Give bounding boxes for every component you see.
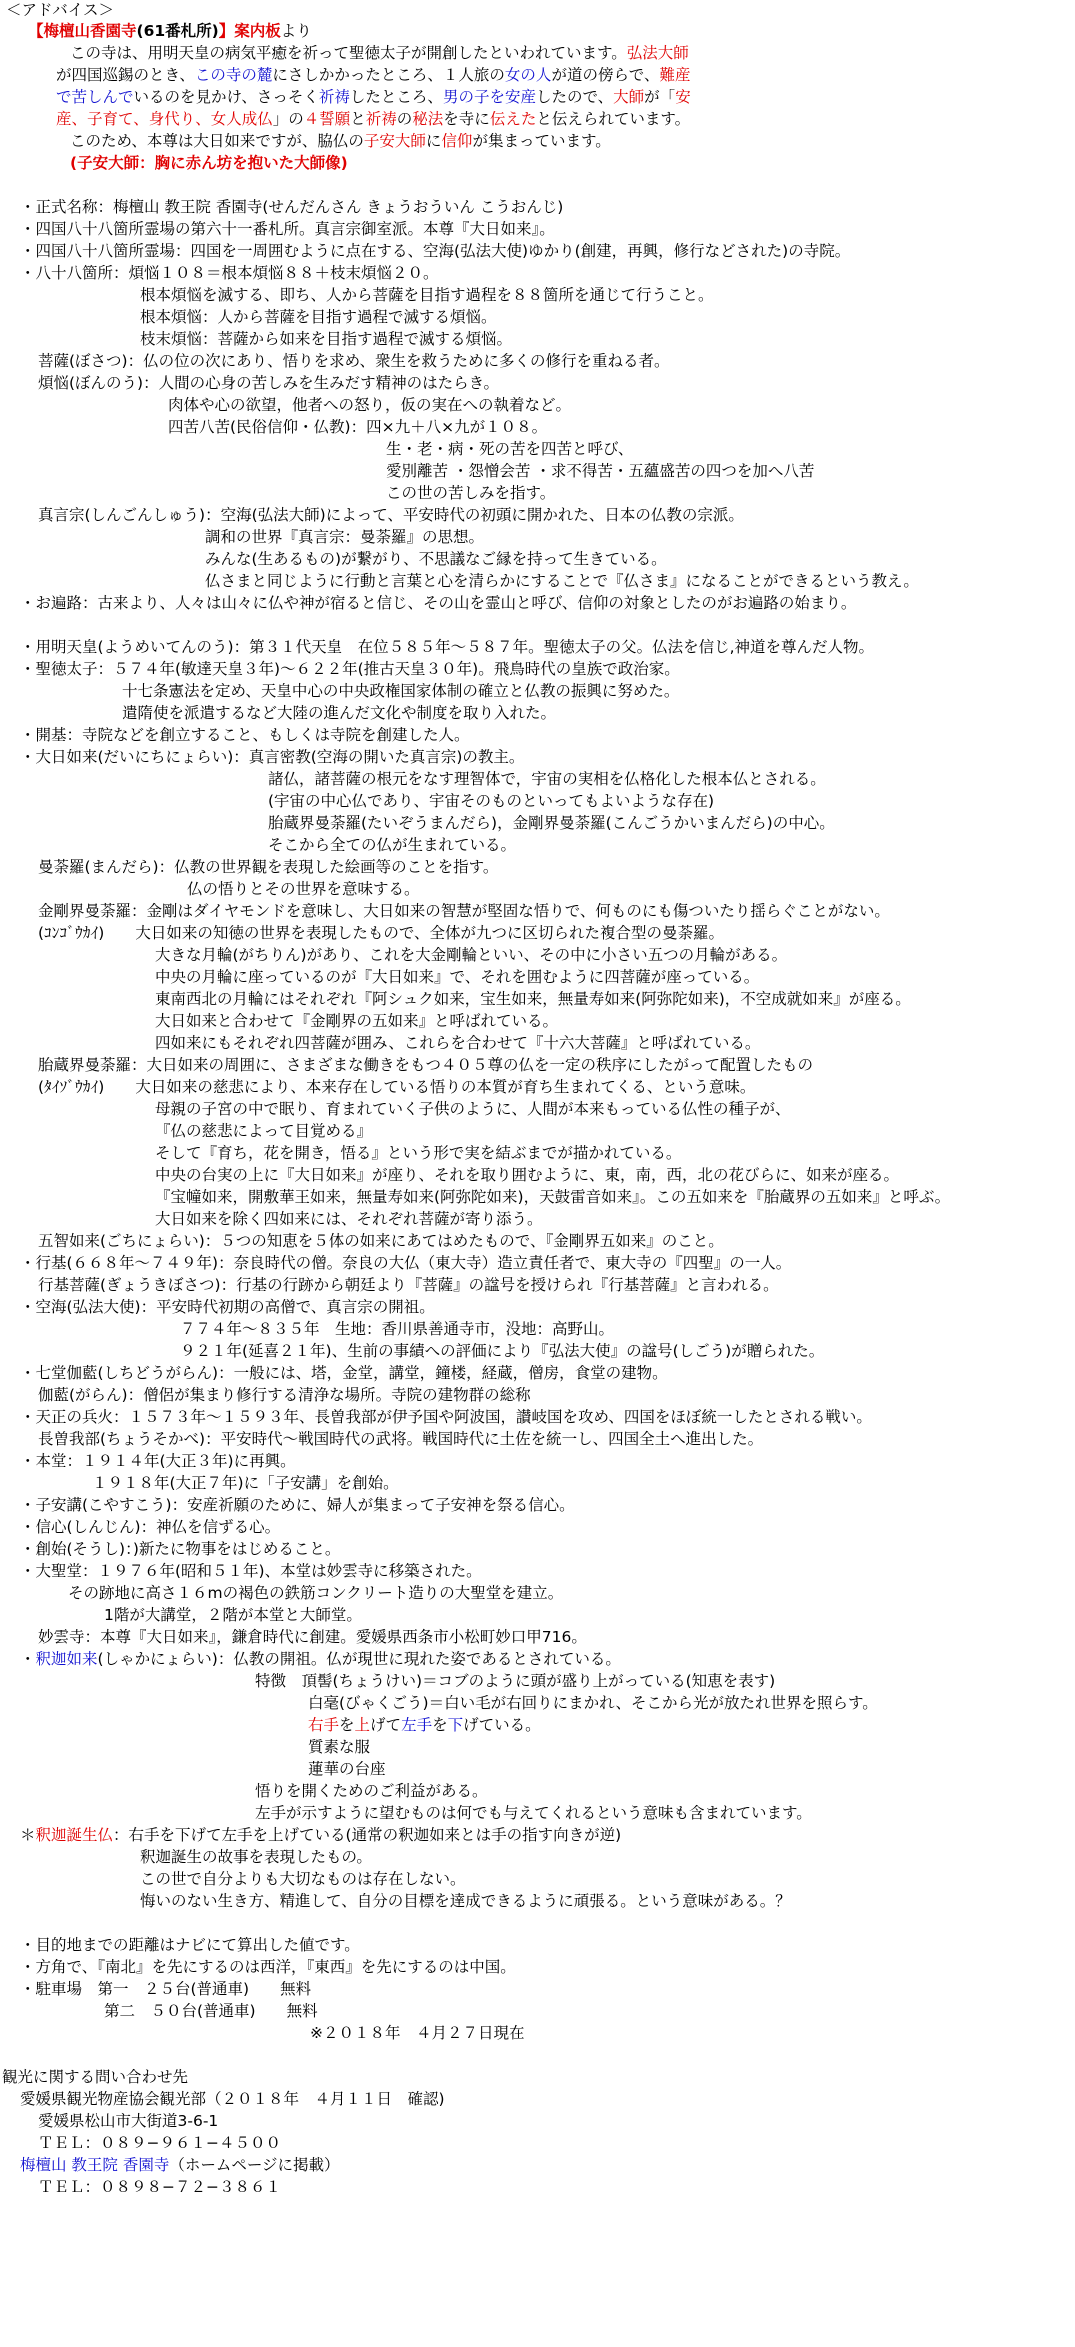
text-line	[20, 1825, 621, 1845]
text-span: ７７４年〜８３５年 生地：香川県善通寺市，没地：高野山。	[180, 1320, 615, 1338]
text-line	[168, 417, 547, 437]
text-span: 釈迦如来	[35, 1650, 98, 1668]
text-span: 質素な服	[308, 1738, 371, 1756]
text-span: 祈祷	[365, 110, 397, 128]
text-span: 肉体や心の欲望，他者への怒り，仮の実在への執着など。	[168, 396, 572, 414]
text-line	[308, 1759, 386, 1779]
text-line	[38, 2133, 281, 2153]
text-span: ・行基(６６８年〜７４９年)：奈良時代の僧。奈良の大仏（東大寺）造立責任者で、東大寺の『四聖』の一人。	[20, 1254, 792, 1272]
text-span: 東南西北の月輪にはそれぞれ『阿シュク如来，宝生如来，無量寿如来(阿弥陀如来)，不空成就如来』が座る。	[155, 990, 911, 1008]
text-span: この寺は、用明天皇の病気平癒を祈って聖徳太子が開創したといわれています。	[70, 44, 627, 62]
text-span: が四国巡錫のとき、	[56, 66, 195, 84]
text-span: ・七堂伽藍(しちどうがらん)：一般には、塔，金堂，講堂，鐘楼，経蔵，僧房，食堂の建物。	[20, 1364, 668, 1382]
text-span: 仏の悟りとその世界を意味する。	[187, 880, 420, 898]
text-line	[2, 2067, 188, 2087]
text-line	[38, 1627, 587, 1647]
text-span: と	[350, 110, 366, 128]
text-span: 左手が示すように望むものは何でも与えてくれるという意味も含まれています。	[255, 1804, 812, 1822]
text-span: ：右手を下げて左手を上げている(通常の釈迦如来とは手の指す向きが逆)	[113, 1826, 622, 1844]
text-line	[20, 747, 524, 767]
text-span: 1階が大講堂，２階が本堂と大師堂。	[104, 1606, 362, 1624]
text-span: 菩薩(ぼさつ)：仏の位の次にあり、悟りを求め、衆生を救うために多くの修行を重ねる者。	[38, 352, 670, 370]
text-span: (ﾀｲｿﾞｳｶｲ) 大日如来の慈悲により、本来存在している悟りの本質が育ち生まれてくる、という意味。	[38, 1078, 756, 1096]
text-span: ・駐車場 第一 ２５台(普通車) 無料	[20, 1980, 312, 1998]
text-span: 行基菩薩(ぎょうきぼさつ)：行基の行跡から朝廷より『菩薩』の諡号を授けられ『行基菩薩』と言われる。	[38, 1276, 779, 1294]
text-line	[155, 1121, 372, 1141]
text-line	[20, 637, 874, 657]
text-span: ・方角で、『南北』を先にするのは西洋，『東西』を先にするのは中国。	[20, 1958, 516, 1976]
text-span: ※２０１８年 ４月２７日現在	[310, 2024, 525, 2042]
text-span: が集まっています。	[472, 132, 611, 150]
text-span: 愛媛県松山市大街道3-6-1	[38, 2112, 219, 2130]
text-line	[38, 373, 499, 393]
text-line	[56, 65, 691, 85]
text-line	[20, 1363, 668, 1383]
text-span: ・子安講(こやすこう)：安産祈願のために、婦人が集まって子安神を祭る信心。	[20, 1496, 575, 1514]
text-span: ＴＥＬ：０８９８−７２−３８６１	[38, 2178, 281, 2196]
text-line	[20, 1957, 516, 1977]
text-line	[255, 1671, 775, 1691]
text-span: ・目的地までの距離はナビにて算出した値です。	[20, 1936, 360, 1954]
text-span: ・正式名称：梅檀山 教王院 香園寺(せんだんさん きょうおういん こうおんじ)	[20, 198, 564, 216]
text-line	[38, 1231, 724, 1251]
text-span: (子安大師：胸に赤ん坊を抱いた大師像)	[70, 154, 348, 172]
text-span: したので、	[535, 88, 614, 106]
text-span: 煩悩(ぼんのう)：人間の心身の苦しみを生みだす精神のはたらき。	[38, 374, 499, 392]
text-span: 大日如来と合わせて『金剛界の五如来』と呼ばれている。	[155, 1012, 559, 1030]
text-line	[70, 43, 689, 63]
text-line	[20, 241, 850, 261]
text-line	[155, 945, 787, 965]
text-span: 祈祷	[318, 88, 350, 106]
text-line	[20, 263, 439, 283]
text-span: 伽藍(がらん)：僧侶が集まり修行する清浄な場所。寺院の建物群の総称	[38, 1386, 531, 1404]
text-span: 長曽我部(ちょうそかべ)：平安時代〜戦国時代の武将。戦国時代に土佐を統一し、四国全土へ進出した。	[38, 1430, 764, 1448]
text-line	[20, 2089, 445, 2109]
text-span: この寺の麓	[194, 66, 273, 84]
text-span: ・八十八箇所：煩悩１０８＝根本煩悩８８＋枝末煩悩２０。	[20, 264, 439, 282]
text-span: を寺に	[443, 110, 490, 128]
text-span: ・四国八十八箇所霊場：四国を一周囲むように点在する、空海(弘法大使)ゆかり(創建，再興，修行などされた)の寺院。	[20, 242, 851, 260]
text-line	[155, 1209, 543, 1229]
text-span: 中央の台実の上に『大日如来』が座り、それを取り囲むように、東，南，西，北の花びらに、如来が座る。	[155, 1166, 900, 1184]
text-line	[308, 1715, 541, 1735]
text-span: ・用明天皇(ようめいてんのう)：第３１代天皇 在位５８５年〜５８７年。聖徳太子の父。仏法を信じ,神道を尊んだ人物。	[20, 638, 875, 656]
text-line	[168, 395, 571, 415]
text-line	[38, 1385, 531, 1405]
text-span: 生・老・病・死の苦を四苦と呼び、	[386, 440, 634, 458]
text-span: 遣隋使を派遣するなど大陸の進んだ文化や制度を取り入れた。	[122, 704, 557, 722]
text-span: ・四国八十八箇所霊場の第六十一番札所。真言宗御室派。本尊『大日如来』。	[20, 220, 555, 238]
text-span: ・お遍路：古来より、人々は山々に仏や神が宿ると信じ、その山を霊山と呼び、信仰の対象としたのがお遍路の始まり。	[20, 594, 857, 612]
text-line	[38, 901, 890, 921]
text-span: 母親の子宮の中で眠り、育まれていく子供のように、人間が本来もっている仏性の種子が、	[155, 1100, 791, 1118]
text-span: で苦しんで	[56, 88, 134, 106]
text-line	[38, 2177, 281, 2197]
text-span: 釈迦誕生仏	[35, 1826, 114, 1844]
text-span: ・	[20, 1650, 36, 1668]
text-span: 観光に関する問い合わせ先	[2, 2068, 189, 2086]
text-span: したところ、	[349, 88, 443, 106]
text-span: 梅檀山 教王院 香園寺	[20, 2156, 170, 2174]
text-span: ・大聖堂：１９７６年(昭和５１年)、本堂は妙雲寺に移築された。	[20, 1562, 482, 1580]
text-line	[155, 1165, 899, 1185]
text-line	[140, 285, 714, 305]
text-span: 愛媛県観光物産協会観光部（２０１８年 ４月１１日 確認)	[20, 2090, 445, 2108]
text-line	[308, 1737, 370, 1757]
text-line	[20, 2155, 340, 2175]
text-span: 白毫(びゃくごう)＝白い毛が右回りにまかれ、そこから光が放たれ世界を照らす。	[308, 1694, 878, 1712]
text-span: が道の傍らで、	[551, 66, 660, 84]
text-line	[268, 769, 826, 789]
text-span: 下	[447, 1716, 464, 1734]
text-line	[20, 1495, 575, 1515]
text-line	[104, 2001, 318, 2021]
text-line	[38, 857, 498, 877]
text-span: 十七条憲法を定め、天皇中心の中央政権国家体制の確立と仏教の振興に努めた。	[122, 682, 680, 700]
text-line	[20, 1253, 791, 1273]
text-line	[308, 1693, 878, 1713]
text-span: ・聖徳太子：５７４年(敏達天皇３年)〜６２２年(推古天皇３０年)。飛鳥時代の皇族で政治家。	[20, 660, 680, 678]
text-line	[38, 1077, 755, 1097]
text-span: の	[396, 110, 413, 128]
text-span: 枝末煩悩：菩薩から如来を目指す過程で滅する煩悩。	[140, 330, 513, 348]
text-span: 諸仏，諸菩薩の根元をなす理智体で，宇宙の実相を仏格化した根本仏とされる。	[268, 770, 826, 788]
text-line	[92, 1473, 399, 1493]
text-line	[38, 2111, 218, 2131]
text-span: この世の苦しみを指す。	[386, 484, 556, 502]
text-line	[38, 351, 669, 371]
text-span: ＴＥＬ：０８９−９６１−４５００	[38, 2134, 281, 2152]
text-span: (しゃかにょらい)：仏教の開祖。仏が現世に現れた姿であるとされている。	[97, 1650, 621, 1668]
text-line	[20, 593, 856, 613]
text-line	[205, 527, 484, 547]
text-span: 真言宗(しんごんしゅう)：空海(弘法大師)によって、平安時代の初頭に開かれた、日本の仏教の宗派。	[38, 506, 744, 524]
text-line	[255, 1803, 812, 1823]
text-line	[155, 1143, 681, 1163]
text-span: 釈迦誕生の故事を表現したもの。	[140, 1848, 372, 1866]
text-span: 産、子育て、身代り、女人成仏	[56, 110, 273, 128]
text-span: より	[280, 22, 312, 40]
text-span: １９１８年(大正７年)に「子安講」を創始。	[92, 1474, 399, 1492]
text-line	[155, 1033, 760, 1053]
text-span: 根本煩悩：人から菩薩を目指す過程で滅する煩悩。	[140, 308, 497, 326]
text-line	[56, 109, 690, 129]
text-span: （ホームページに掲載）	[169, 2156, 340, 2174]
text-span: このため、本尊は大日如来ですが、脇仏の	[70, 132, 364, 150]
text-span: 信仰	[441, 132, 473, 150]
text-line	[268, 835, 516, 855]
text-span: 】案内板	[218, 22, 281, 40]
text-span: ＊	[20, 1826, 36, 1844]
text-line	[386, 483, 555, 503]
text-span: と伝えられています。	[536, 110, 691, 128]
text-line	[20, 1979, 311, 1999]
text-span: ９２１年(延喜２１年)、生前の事績への評価により『弘法大使』の諡号(しごう)が贈られた。	[180, 1342, 825, 1360]
text-span: 難産	[659, 66, 691, 84]
text-span: ・創始(そうし)：)新たに物事をはじめること。	[20, 1540, 341, 1558]
text-span: ・天正の兵火：１５７３年〜１５９３年、長曽我部が伊予国や阿波国，讃岐国を攻め、四国をほぼ統一したとされる戦い。	[20, 1408, 872, 1426]
text-span: 伝えた	[489, 110, 537, 128]
text-line	[155, 1099, 791, 1119]
text-line	[155, 989, 911, 1009]
text-span: 金剛界曼荼羅：金剛はダイヤモンドを意味し、大日如来の智慧が堅固な悟りで、何ものにも傷ついたり揺らぐことがない。	[38, 902, 890, 920]
text-line	[70, 153, 348, 173]
text-span: 安	[675, 88, 691, 106]
text-span: 大師	[613, 88, 645, 106]
text-line	[140, 329, 512, 349]
text-span: げている。	[463, 1716, 541, 1734]
text-line	[140, 1891, 791, 1911]
text-span: 根本煩悩を滅する、即ち、人から菩薩を目指す過程を８８箇所を通じて行うこと。	[140, 286, 714, 304]
text-span: ４誓願	[303, 110, 351, 128]
text-span: 上	[354, 1716, 371, 1734]
text-span: 悟りを開くためのご利益がある。	[255, 1782, 488, 1800]
text-line	[28, 21, 312, 41]
text-line	[70, 131, 611, 151]
text-line	[20, 1539, 340, 1559]
text-line	[140, 1869, 466, 1889]
text-line	[155, 1011, 558, 1031]
text-line	[38, 923, 724, 943]
text-line	[187, 879, 420, 899]
text-span: (宇宙の中心仏であり、宇宙そのものといってもよいような存在)	[268, 792, 715, 810]
text-span: にさしかかったところ、１人旅の	[272, 66, 505, 84]
text-span: 」の	[272, 110, 304, 128]
text-line	[6, 0, 114, 20]
text-span: 四苦八苦(民俗信仰・仏教)：四×九＋八×九が１０８。	[168, 418, 548, 436]
text-line	[205, 549, 667, 569]
text-span: 妙雲寺：本尊『大日如来』，鎌倉時代に創建。愛媛県西条市小松町妙口甲716。	[38, 1628, 587, 1646]
text-line	[38, 505, 744, 525]
text-span: ＜アドバイス＞	[6, 1, 115, 19]
text-line	[20, 659, 680, 679]
text-span: ・大日如来(だいにちにょらい)：真言密教(空海の開いた真言宗)の教主。	[20, 748, 525, 766]
text-line	[20, 1935, 360, 1955]
text-span: 弘法大師	[626, 44, 689, 62]
text-span: ・信心(しんじん)：神仏を信ずる心。	[20, 1518, 281, 1536]
text-span: 五智如来(ごちにょらい)：５つの知恵を５体の如来にあてはめたもので、『金剛界五如来』のこと。	[38, 1232, 724, 1250]
text-line	[180, 1319, 614, 1339]
text-span: 胎蔵界曼荼羅(たいぞうまんだら)，金剛界曼荼羅(こんごうかいまんだら)の中心。	[268, 814, 835, 832]
text-line	[140, 1847, 372, 1867]
text-span: そして『育ち，花を開き，悟る』という形で実を結ぶまでが描かれている。	[155, 1144, 682, 1162]
text-line	[140, 307, 497, 327]
text-span: 特徴 頂髻(ちょうけい)＝コブのように頭が盛り上がっている(知恵を表す)	[255, 1672, 776, 1690]
text-span: この世で自分よりも大切なものは存在しない。	[140, 1870, 466, 1888]
text-span: 胎蔵界曼荼羅：大日如来の周囲に、さまざまな働きをもつ４０５尊の仏を一定の秩序にしたがって配置したもの	[38, 1056, 814, 1074]
text-span: 大日如来を除く四如来には、それぞれ菩薩が寄り添う。	[155, 1210, 543, 1228]
text-line	[20, 197, 563, 217]
text-line	[122, 681, 679, 701]
text-span: その跡地に高さ１６mの褐色の鉄筋コンクリート造りの大聖堂を建立。	[68, 1584, 564, 1602]
text-span: 悔いのない生き方、精進して、自分の目標を達成できるように頑張る。という意味がある。？	[140, 1892, 791, 1910]
text-span: そこから全ての仏が生まれている。	[268, 836, 517, 854]
text-line	[122, 703, 556, 723]
text-span: ・空海(弘法大使)：平安時代初期の高僧で、真言宗の開祖。	[20, 1298, 435, 1316]
text-line	[268, 791, 714, 811]
text-span: 女の人	[504, 66, 552, 84]
text-line	[20, 1451, 296, 1471]
text-span: 調和の世界『真言宗：曼荼羅』の思想。	[205, 528, 485, 546]
text-span: 右手	[308, 1716, 340, 1734]
text-line	[20, 725, 470, 745]
text-line	[20, 219, 555, 239]
text-line	[68, 1583, 563, 1603]
text-span: 『仏の慈悲によって目覚める』	[155, 1122, 373, 1140]
text-span: 曼荼羅(まんだら)：仏教の世界観を表現した絵画等のことを指す。	[38, 858, 499, 876]
text-span: ・本堂：１９１４年(大正３年)に再興。	[20, 1452, 296, 1470]
text-span: 【梅檀山香園寺	[28, 22, 137, 40]
text-span: いるのを見かけ、さっそく	[133, 88, 319, 106]
text-line	[20, 1517, 280, 1537]
text-line	[268, 813, 835, 833]
text-span: を	[339, 1716, 355, 1734]
text-line	[180, 1341, 824, 1361]
text-span: 『宝幢如来，開敷華王如来，無量寿如来(阿弥陀如来)，天鼓雷音如来』。この五如来を『胎蔵界の五如来』と呼ぶ。	[155, 1188, 951, 1206]
text-span: 秘法	[412, 110, 444, 128]
text-line	[56, 87, 691, 107]
text-line	[38, 1429, 763, 1449]
text-span: 左手	[401, 1716, 433, 1734]
text-line	[310, 2023, 525, 2043]
text-span: 蓮華の台座	[308, 1760, 386, 1778]
text-line	[20, 1649, 621, 1669]
text-span: が「	[644, 88, 676, 106]
text-span: 男の子を安産	[442, 88, 536, 106]
text-span: 中央の月輪に座っているのが『大日如来』で、それを囲むように四菩薩が座っている。	[155, 968, 760, 986]
text-line	[155, 967, 759, 987]
text-line	[20, 1297, 435, 1317]
text-line	[38, 1055, 813, 1075]
text-span: を	[432, 1716, 448, 1734]
text-span: みんな(生あるもの)が繋がり、不思議なご縁を持って生きている。	[205, 550, 667, 568]
text-span: ・開基：寺院などを創立すること、もしくは寺院を創建した人。	[20, 726, 470, 744]
text-line	[386, 461, 814, 481]
text-span: に	[425, 132, 442, 150]
text-line	[38, 1275, 779, 1295]
text-line	[386, 439, 633, 459]
text-line	[155, 1187, 950, 1207]
text-span: 大きな月輪(がちりん)があり、これを大金剛輪といい、その中に小さい五つの月輪がある。	[155, 946, 788, 964]
text-span: 第二 ５０台(普通車) 無料	[104, 2002, 318, 2020]
text-span: (61番札所)	[136, 22, 219, 40]
text-span: (ｺﾝｺﾞｳｶｲ) 大日如来の知徳の世界を表現したもので、全体が九つに区切られた複合型の曼荼羅。	[38, 924, 725, 942]
text-line	[205, 571, 919, 591]
text-span: 子安大師	[363, 132, 426, 150]
text-span: げて	[370, 1716, 402, 1734]
text-line	[20, 1561, 482, 1581]
text-span: 愛別離苦 ・怨憎会苦 ・求不得苦・五蘊盛苦の四つを加へ八苦	[386, 462, 815, 480]
text-line	[20, 1407, 872, 1427]
text-line	[255, 1781, 488, 1801]
text-span: 四如来にもそれぞれ四菩薩が囲み、これらを合わせて『十六大菩薩』と呼ばれている。	[155, 1034, 761, 1052]
text-span: 仏さまと同じように行動と言葉と心を清らかにすることで『仏さま』になることができるという教え。	[205, 572, 919, 590]
text-line	[104, 1605, 362, 1625]
